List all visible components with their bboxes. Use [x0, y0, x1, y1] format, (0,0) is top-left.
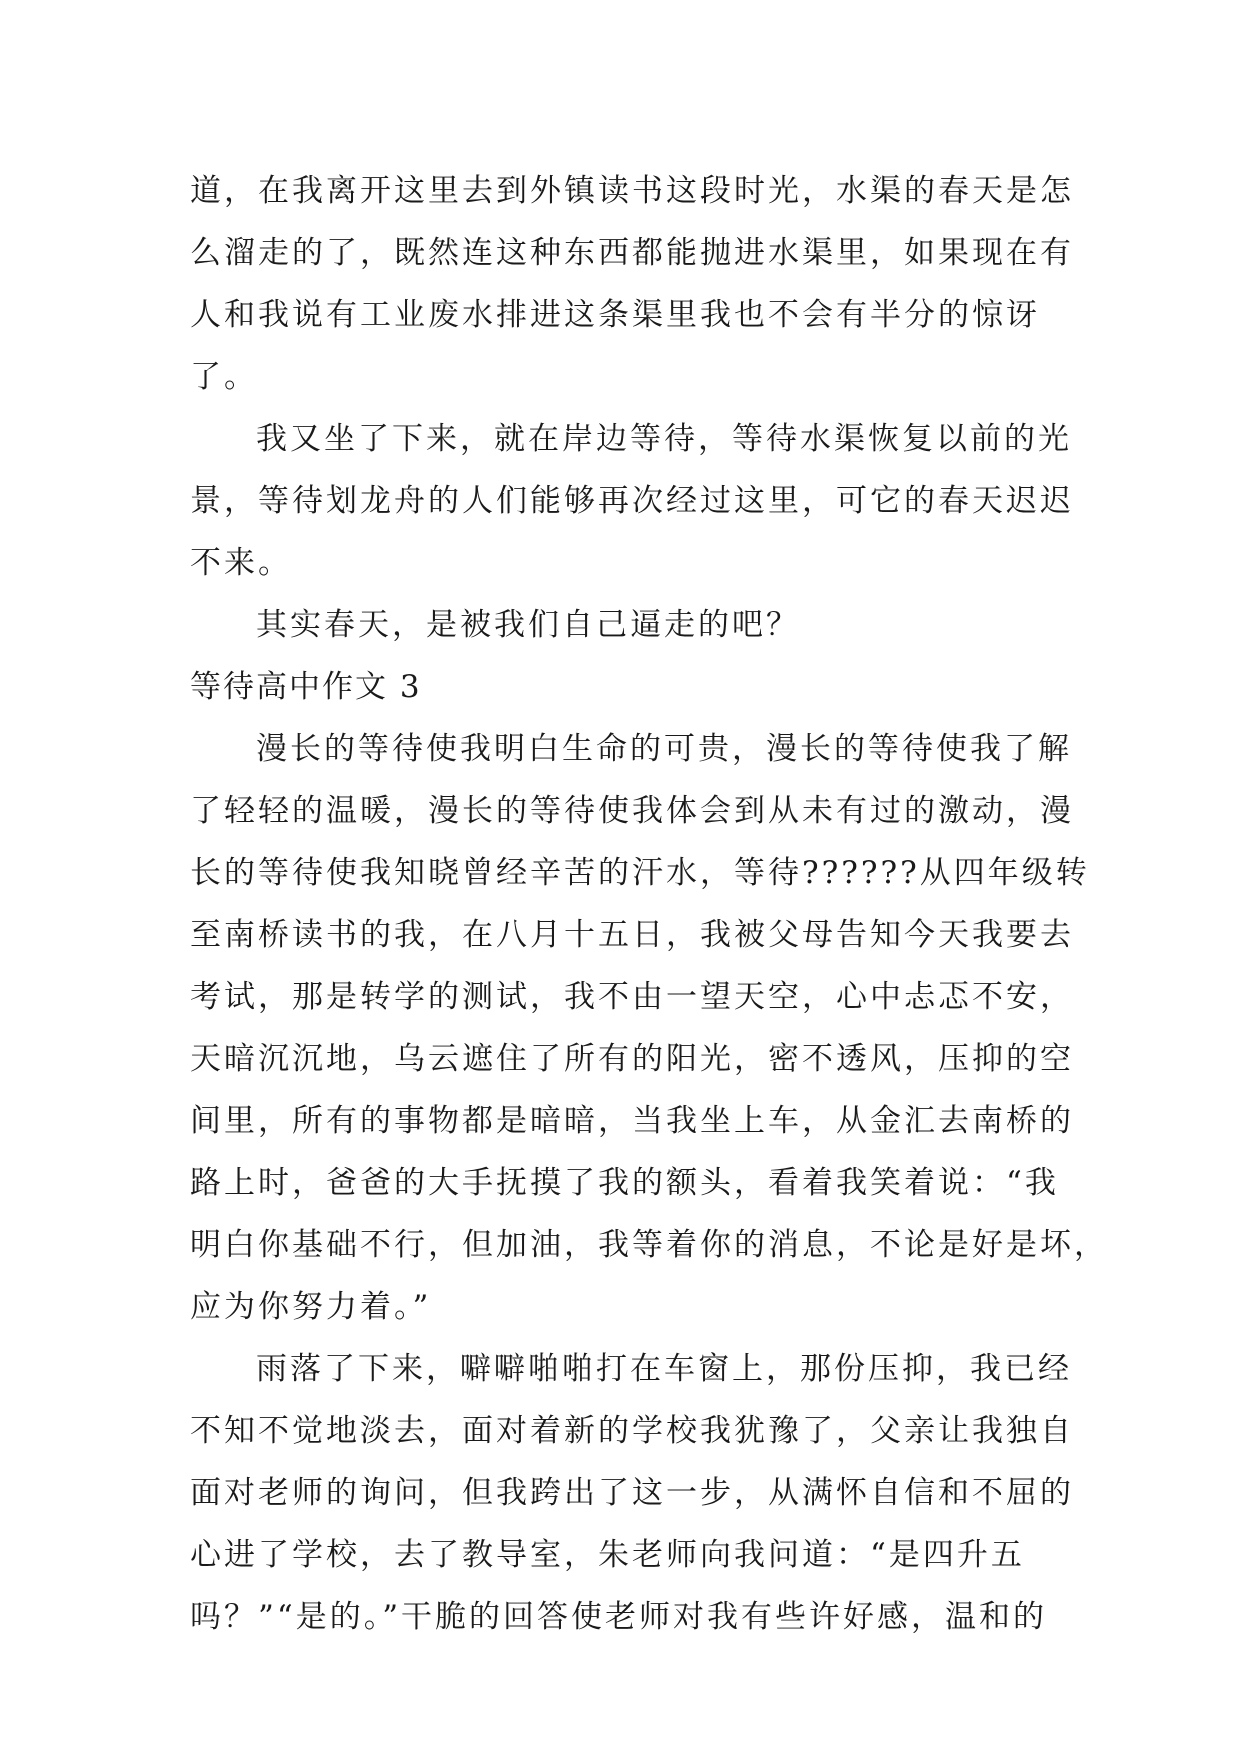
text-line: 路上时，爸爸的大手抚摸了我的额头，看着我笑着说：“我	[190, 1165, 1059, 1201]
text-line: 至南桥读书的我，在八月十五日，我被父母告知今天我要去	[190, 917, 1074, 953]
paragraph-start-line: 其实春天，是被我们自己逼走的吧？	[256, 607, 800, 643]
text-line: 人和我说有工业废水排进这条渠里我也不会有半分的惊讶	[190, 297, 1040, 333]
text-line: 面对老师的询问，但我跨出了这一步，从满怀自信和不屈的	[190, 1475, 1074, 1511]
text-line: 了轻轻的温暖，漫长的等待使我体会到从未有过的激动，漫	[190, 793, 1074, 829]
text-line: 天暗沉沉地，乌云遮住了所有的阳光，密不透风，压抑的空	[190, 1041, 1074, 1077]
paragraph-start-line: 漫长的等待使我明白生命的可贵，漫长的等待使我了解	[256, 731, 1072, 767]
text-line: 心进了学校，去了教导室，朱老师向我问道：“是四升五	[190, 1537, 1025, 1573]
paragraph-start-line: 我又坐了下来，就在岸边等待，等待水渠恢复以前的光	[256, 421, 1072, 457]
text-line: 不知不觉地淡去，面对着新的学校我犹豫了，父亲让我独自	[190, 1413, 1074, 1449]
text-line: 不来。	[190, 545, 292, 581]
text-line: 明白你基础不行，但加油，我等着你的消息，不论是好是坏，	[190, 1227, 1108, 1263]
text-line: 吗？”“是的。”干脆的回答使老师对我有些许好感，温和的	[190, 1599, 1048, 1635]
text-line: 长的等待使我知晓曾经辛苦的汗水，等待??????从四年级转	[190, 855, 1090, 891]
text-line: 么溜走的了，既然连这种东西都能抛进水渠里，如果现在有	[190, 235, 1074, 271]
text-line: 景，等待划龙舟的人们能够再次经过这里，可它的春天迟迟	[190, 483, 1074, 519]
text-line: 应为你努力着。”	[190, 1289, 432, 1325]
text-line: 考试，那是转学的测试，我不由一望天空，心中忐忑不安，	[190, 979, 1074, 1015]
text-line: 道，在我离开这里去到外镇读书这段时光，水渠的春天是怎	[190, 173, 1074, 209]
section-heading: 等待高中作文 3	[190, 669, 422, 705]
text-line: 了。	[190, 359, 258, 395]
document-body	[190, 160, 1108, 1648]
text-line: 间里，所有的事物都是暗暗，当我坐上车，从金汇去南桥的	[190, 1103, 1074, 1139]
paragraph-start-line: 雨落了下来，噼噼啪啪打在车窗上，那份压抑，我已经	[256, 1351, 1072, 1387]
